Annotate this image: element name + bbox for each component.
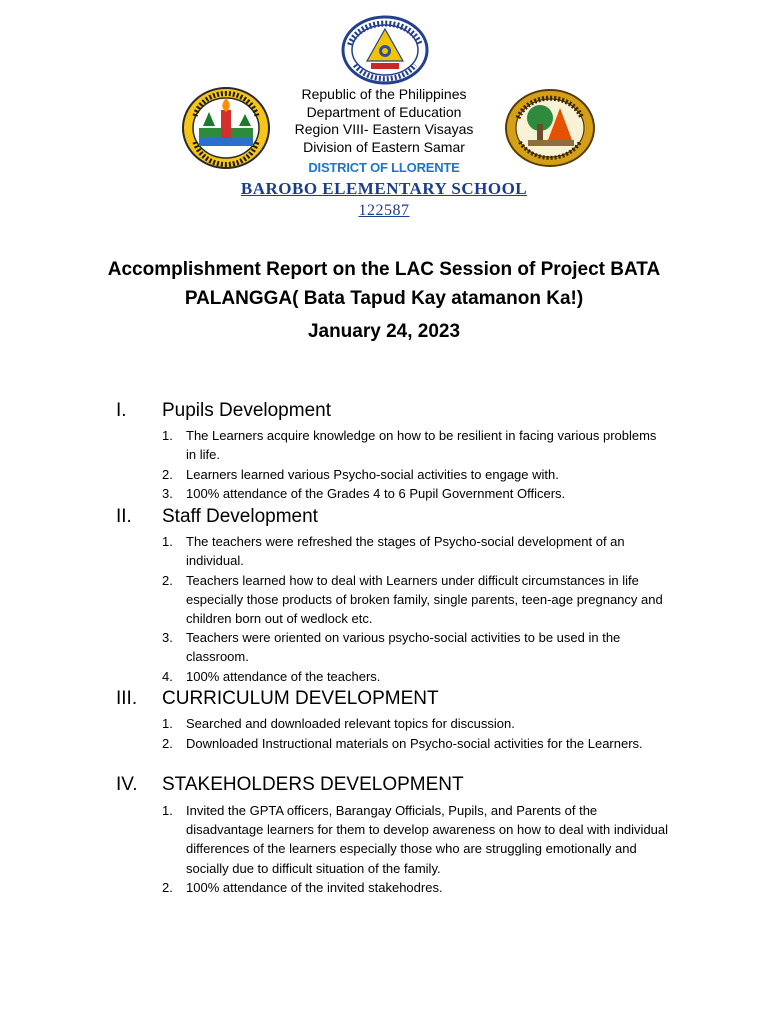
- section-title: Staff Development: [162, 506, 318, 527]
- school-name: BAROBO ELEMENTARY SCHOOL: [240, 179, 528, 198]
- list-item: Downloaded Instructional materials on Psycho-social activities for the Learners.: [186, 736, 643, 751]
- list-item-number: 4.: [162, 669, 173, 684]
- district-label: DISTRICT OF LLORENTE: [308, 160, 460, 175]
- list-item-number: 2.: [162, 880, 173, 895]
- report-title: Accomplishment Report on the LAC Session of Project BATA PALANGGA( Bata Tapud Kay atamanon Ka!): [107, 259, 661, 309]
- list-item-number: 3.: [162, 630, 173, 645]
- list-item-number: 1.: [162, 534, 173, 549]
- list-item: 100% attendance of the teachers.: [186, 669, 381, 684]
- section-numeral: II.: [116, 506, 132, 527]
- list-item: The teachers were refreshed the stages of Psycho-social development of an individual.: [186, 534, 625, 569]
- list-item-number: 2.: [162, 573, 173, 588]
- gov-line-region: Region VIII- Eastern Visayas: [294, 121, 474, 138]
- list-item-number: 1.: [162, 428, 173, 443]
- section-numeral: III.: [116, 688, 138, 709]
- gov-line-republic: Republic of the Philippines: [301, 86, 467, 102]
- list-item: Learners learned various Psycho-social activities to engage with.: [186, 467, 559, 482]
- list-item-number: 1.: [162, 803, 173, 818]
- list-item: Searched and downloaded relevant topics for discussion.: [186, 716, 515, 731]
- section-title: STAKEHOLDERS DEVELOPMENT: [162, 774, 464, 795]
- section-numeral: IV.: [116, 774, 138, 795]
- list-item-number: 3.: [162, 486, 173, 501]
- list-item: 100% attendance of the Grades 4 to 6 Pupil Government Officers.: [186, 486, 566, 501]
- section-title: Pupils Development: [162, 400, 331, 421]
- school-id: 122587: [358, 202, 410, 219]
- list-item: Invited the GPTA officers, Barangay Officials, Pupils, and Parents of the disadvantage learners for them to develop awareness on how to deal with individual differences of the learners especially those who are struggling emotionally and socially due to difficult situation of the family.: [186, 803, 669, 876]
- list-item: Teachers were oriented on various psycho-social activities to be used in the classroom.: [186, 630, 621, 665]
- gov-line-division: Division of Eastern Samar: [303, 138, 465, 155]
- list-item: 100% attendance of the invited stakehodres.: [186, 880, 443, 895]
- list-item-number: 1.: [162, 716, 173, 731]
- list-item-number: 2.: [162, 736, 173, 751]
- report-date: January 24, 2023: [307, 321, 461, 342]
- list-item-number: 2.: [162, 467, 173, 482]
- list-item: The Learners acquire knowledge on how to be resilient in facing various problems in life.: [186, 428, 657, 463]
- section-numeral: I.: [116, 400, 127, 421]
- list-item: Teachers learned how to deal with Learners under difficult circumstances in life especially those products of broken family, single parents, teen-age pregnancy and children born out of wedlock etc.: [186, 573, 663, 627]
- gov-line-department: Department of Education: [306, 103, 462, 120]
- section-title: CURRICULUM DEVELOPMENT: [162, 688, 439, 709]
